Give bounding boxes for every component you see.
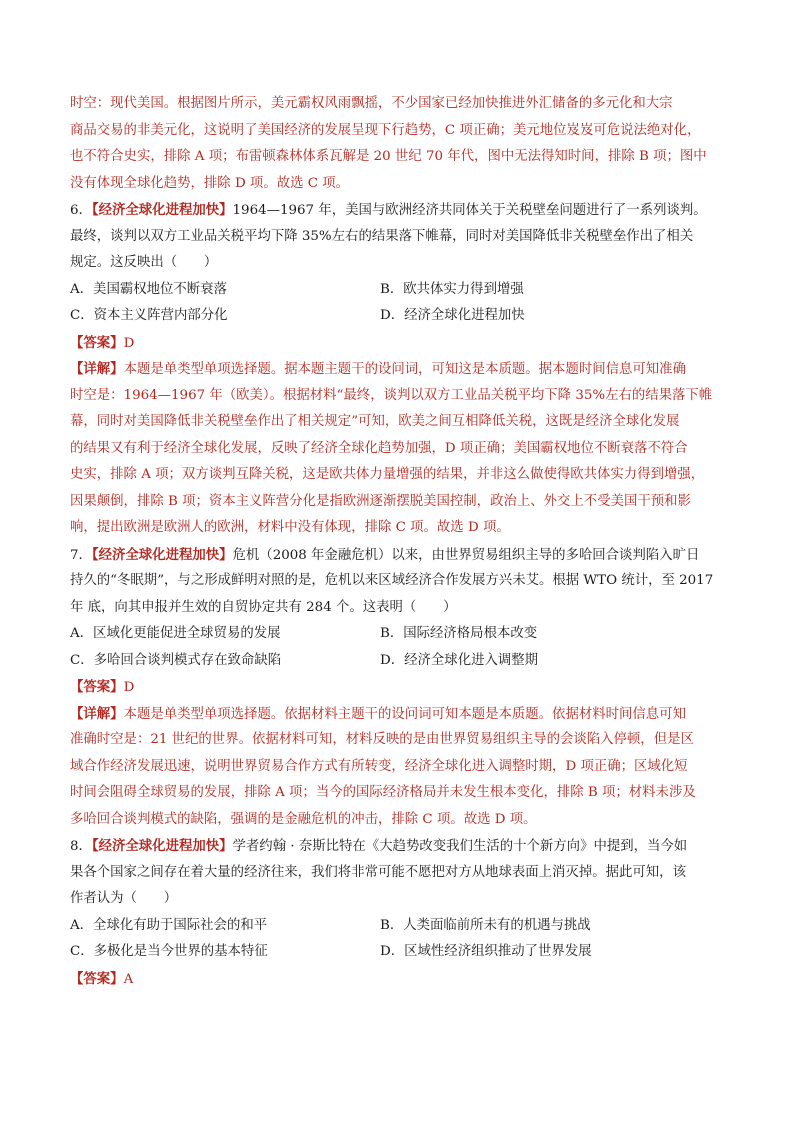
explain-label: 【详解】 [70, 705, 124, 722]
explanation-line: 多哈回合谈判模式的缺陷，强调的是金融危机的冲击，排除 C 项。故选 D 项。 [70, 811, 537, 827]
explanation-line: 响，提出欧洲是欧洲人的欧洲，材料中没有体现，排除 C 项。故选 D 项。 [70, 520, 510, 535]
explain-text: 本题是单类型单项选择题。据本题主题干的设问词，可知这是本质题。据本题时间信息可知准确 [123, 362, 686, 377]
question-stem-line: 果各个国家之间存在着大量的经济往来，我们将非常可能不愿把对方从地球表面上消灭掉。据此可知，该 [70, 864, 686, 880]
question-8 [70, 833, 724, 992]
explanation-line: 准确时空是：21 世纪的世界。依据材料可知，材料反映的是由世界贸易组织主导的会谈陷入停顿，但是区 [70, 732, 694, 747]
options-row [70, 939, 724, 966]
question-7 [70, 542, 724, 834]
option-d: D．区域性经济组织推动了世界发展 [380, 944, 592, 959]
answer-label: 【答案】 [70, 679, 124, 695]
explanation-line: 时空是：1964—1967 年（欧美）。根据材料“最终，谈判以双方工业品关税平均下降 35%左右的结果落下帷 [70, 387, 713, 403]
stem-text: 学者约翰 · 奈斯比特在《大趋势改变我们生活的十个新方向》中提到，当今如 [232, 839, 688, 854]
explanation-line: 史实，排除 A 项；双方谈判互降关税，这是欧共体力量增强的结果，并非这么做使得欧共体实力得到增强， [70, 467, 705, 482]
option-b: B．国际经济格局根本改变 [380, 626, 538, 641]
option-d: D．经济全球化进程加快 [380, 308, 525, 323]
topic-tag: 【经济全球化进程加快】 [91, 202, 233, 218]
intro-line: 也不符合史实，排除 A 项；布雷顿森林体系瓦解是 20 世纪 70 年代，图中无法得知时间，排除 B 项；图中 [70, 149, 707, 164]
options-row [70, 277, 724, 304]
answer-line [70, 966, 724, 993]
document-page [70, 91, 724, 992]
question-number: 8． [70, 839, 92, 854]
question-stem-line: 规定。这反映出（ ） [70, 255, 218, 270]
topic-tag: 【经济全球化进程加快】 [91, 546, 233, 563]
option-a: A．美国霸权地位不断衰落 [70, 281, 227, 297]
question-stem-line [70, 542, 724, 569]
question-number: 7． [70, 547, 92, 563]
option-b: B．人类面临前所未有的机遇与挑战 [380, 917, 591, 933]
explanation-line [70, 356, 724, 383]
explanation-line: 幕，同时对美国降低非关税壁垒作出了相关规定”可知，欧美之间互相降低关税，这既是经济全球化发展 [70, 414, 680, 429]
intro-explanation [70, 91, 724, 197]
question-stem-line: 最终，谈判以双方工业品关税平均下降 35%左右的结果落下帷幕，同时对美国降低非关税壁垒作出了相关 [70, 228, 694, 244]
answer-value: D [123, 680, 135, 695]
option-b: B．欧共体实力得到增强 [380, 281, 524, 297]
explain-label: 【详解】 [70, 361, 124, 377]
answer-line [70, 674, 724, 701]
options-row [70, 303, 724, 330]
options-row [70, 913, 724, 940]
options-row [70, 648, 724, 675]
intro-line: 时空：现代美国。根据图片所示，美元霸权风雨飘摇，不少国家已经加快推进外汇储备的多元化和大宗 [70, 96, 673, 111]
option-c: C．资本主义阵营内部分化 [70, 308, 228, 323]
topic-tag: 【经济全球化进程加快】 [91, 838, 233, 854]
intro-line: 商品交易的非美元化，这说明了美国经济的发展呈现下行趋势，C 项正确；美元地位岌岌可危说法绝对化， [70, 122, 701, 138]
answer-value: D [123, 335, 135, 351]
explanation-line: 域合作经济发展迅速，说明世界贸易合作方式有所转变，经济全球化进入调整时期，D 项正确；区域化短 [70, 758, 688, 774]
option-a: A．区域化更能促进全球贸易的发展 [70, 626, 281, 641]
option-c: C．多极化是当今世界的基本特征 [70, 944, 268, 959]
answer-line [70, 330, 724, 357]
option-c: C．多哈回合谈判模式存在致命缺陷 [70, 652, 282, 668]
question-stem-line [70, 197, 724, 224]
options-row [70, 621, 724, 648]
question-6 [70, 197, 724, 542]
explanation-line [70, 701, 724, 728]
explanation-line: 的结果又有利于经济全球化发展，反映了经济全球化趋势加强，D 项正确；美国霸权地位不断衰落不符合 [70, 440, 688, 456]
explain-text: 本题是单类型单项选择题。依据材料主题干的设问词可知本题是本质题。依据材料时间信息可知 [123, 706, 686, 722]
question-number: 6． [70, 203, 92, 218]
question-stem-line: 作者认为（ ） [70, 891, 178, 906]
answer-label: 【答案】 [70, 334, 124, 351]
option-d: D．经济全球化进入调整期 [380, 652, 539, 668]
option-a: A．全球化有助于国际社会的和平 [70, 917, 268, 933]
intro-line: 没有体现全球化趋势，排除 D 项。故选 C 项。 [70, 175, 350, 191]
stem-text: 危机（2008 年金融危机）以来，由世界贸易组织主导的多哈回合谈判陷入旷日 [232, 547, 700, 563]
question-stem-line: 持久的“冬眠期”，与之形成鲜明对照的是，危机以来区域经济合作发展方兴未艾。根据 WTO 统计，至 2017 [70, 573, 714, 588]
explanation-line: 时间会阻碍全球贸易的发展，排除 A 项；当今的国际经济格局并未发生根本变化，排除 B 项；材料未涉及 [70, 785, 696, 800]
question-stem-line: 年 底，向其申报并生效的自贸协定共有 284 个。这表明（ ） [70, 599, 457, 615]
explanation-line: 因果颠倒，排除 B 项；资本主义阵营分化是指欧洲逐渐摆脱美国控制，政治上、外交上不受美国干预和影 [70, 493, 691, 509]
stem-text: 1964—1967 年，美国与欧洲经济共同体关于关税壁垒问题进行了一系列谈判。 [232, 203, 707, 218]
answer-label: 【答案】 [70, 970, 124, 987]
answer-value: A [123, 971, 134, 987]
question-stem-line [70, 833, 724, 860]
